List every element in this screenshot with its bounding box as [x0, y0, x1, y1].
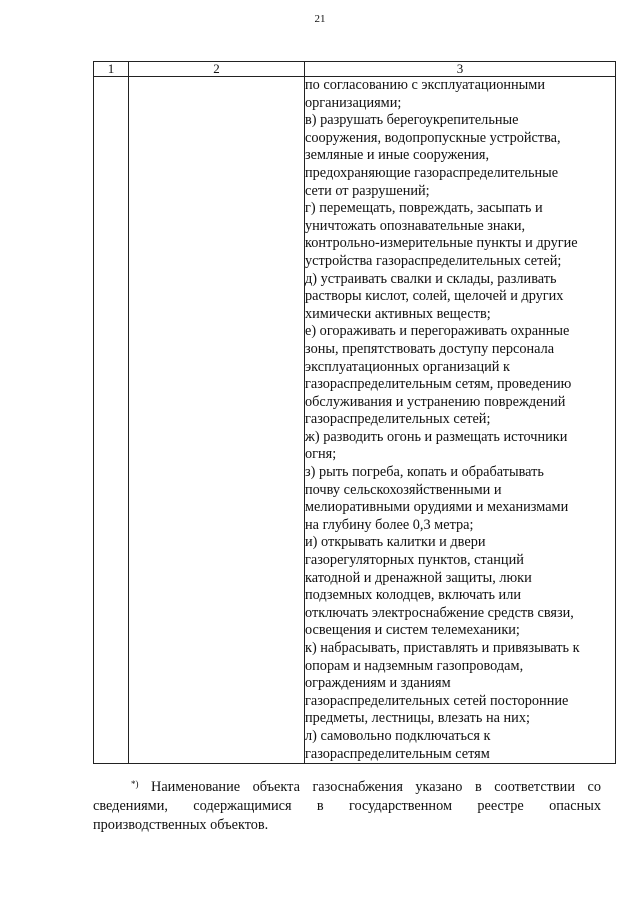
- footnote-text: Наименование объекта газоснабжения указано в соответствии со сведениями, содержащимися в государственном реестре опасных производственных объектов.: [93, 779, 601, 833]
- column-header-3: 3: [305, 62, 616, 77]
- table-header-row: [94, 62, 616, 77]
- footnote: [93, 775, 601, 835]
- cell-column-3-restrictions: по согласованию с эксплуатационными организациями; в) разрушать берегоукрепительные сооружения, водопропускные устройства, земляные и иные сооружения, предохраняющие газораспределительные сети от разрушений; г) перемещать, повреждать, засыпать и уничтожать опознавательные знаки, контрольно-измерительные пункты и другие устройства газораспределительных сетей; д) устраивать свалки и склады, разливать растворы кислот, солей, щелочей и других химически активных веществ; е) огораживать и перегораживать охранные зоны, препятствовать доступу персонала эксплуатационных организаций к газораспределительным сетям, проведению обслуживания и устранению повреждений газораспределительных сетей; ж) разводить огонь и размещать источники огня; з) рыть погреба, копать и обрабатывать почву сельскохозяйственными и мелиоративными орудиями и механизмами на глубину более 0,3 метра; и) открывать калитки и двери газорегуляторных пунктов, станций катодной и дренажной защиты, люки подземных колодцев, включать или отключать электроснабжение средств связи, освещения и систем телемеханики; к) набрасывать, приставлять и привязывать к опорам и надземным газопроводам, ограждениям и зданиям газораспределительных сетей посторонние предметы, лестницы, влезать на них; л) самовольно подключаться к газораспределительным сетям: [305, 77, 616, 764]
- column-header-2: 2: [129, 62, 305, 77]
- cell-column-2: [129, 77, 305, 764]
- cell-column-1: [94, 77, 129, 764]
- page-number: 21: [314, 13, 326, 25]
- footnote-marker: *): [131, 779, 139, 789]
- column-header-1: 1: [94, 62, 129, 77]
- document-table: [93, 61, 616, 764]
- table-row: [94, 77, 616, 764]
